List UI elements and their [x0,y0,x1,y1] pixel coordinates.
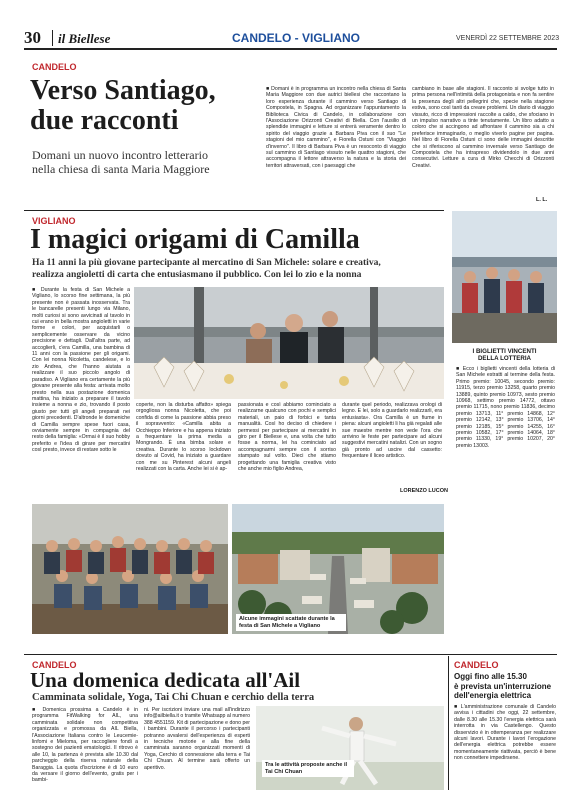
story2-kicker: VIGLIANO [32,216,76,226]
story2-body-col2: coperte, non la disturba affatto» spiega orgogliosa nonna Nicoletta, che poi confida di come la passione abbia preso il sopravvento: «Camilla abita a Occhieppo Inferiore e ha appena iniziato a frequentare la prima media a Mongrando. È una bimba solare e creativa. Durante lo scorso lockdown dovuto al Covid, ha iniziato a guardare con me su Pinterest alcuni angeli realizzati con la carta. Anche lei si è ap- [136,402,231,473]
story2-photo-caption: Alcune immagini scattate durante la festa di San Michele a Vigliano [236,614,346,631]
story3-title: Una domenica dedicata all'Ail [30,668,301,692]
story2-title: I magici origami di Camilla [30,224,360,255]
story4-kicker: CANDELO [454,660,499,670]
photo-tai-chi [256,706,444,790]
story2-body-col4: durante quel periodo, realizzava orologi di legno. E lei, solo a guardarlo realizzarli, era entusiasta». Ora Camilla è un fiume in piena: alcuni angioletti li ha già regalati alle sue maestre mentre non vede l'ora che arrivino le feste per partecipare ad alcuni suggestivi mercatini natalizi. Con un sogno già pronto ad uscire dal cassetto: frequentare il liceo artistico. [342,402,442,460]
page-number: 30 [24,28,41,47]
story2-body-col1: ■ Durante la festa di San Michele a Vigliano, lo scorso fine settimana, la più presente non è passata inosservata. Tra le bancarelle presenti lungo via Milano, molti curiosi si sono avvicinati al tavolo in cui erano in bella mostra angioletti in varie forme e colori, per acquistarli o semplicemente osservare da vicino precisione e dettagli. Dall'altra parte, ad accoglierli, c'era Camilla, una bambina di 11 anni con la passione per gli origami. Con lei nonna Nicoletta, candelese, e lo zio Andrea, che l'hanno aiutata a realizzare il suo piccolo angolo di paradiso. A Vigliano era certamente la più giovane presente alla festa: arrivata molto presto nella sua postazione domenica mattina, ha iniziato a preparare il tavolo insieme a nonna e zio, trovando il posto giusto per tutti gli angeli preparati nei giorni precedenti. D'altronde le domeniche di Camilla sempre spese fuori casa, ovviamente sempre in compagnia del resto della famiglia: «Ormai è il suo hobby preferito e l'idea di girare per mercatini così presto, invece di restare sotto le [32,287,130,454]
story1-body-col1: ■ Domani è in programma un incontro nella chiesa di Santa Maria Maggiore con due autrici biellesi che raccontano la loro esperienza durante il cammino verso Santiago di Compostela, in Spagna. Ad organizzare l'appuntamento la Biblioteca Civica di Candelo, in collaborazione con l'Associazione Orizzonti Creativi di Biella. Con l'ausilio di splendide immagini e letture si entrerà veramente dentro lo spirito del viaggio grazie a Barbara Piva con il suo "Le stagioni del mio cammino", e Fiorella Ostuni con "Viaggio d'inverno". Il libro di Barbara Piva è un resoconto di viaggio sul cammino di Santiago vissuto nelle quattro stagioni, che accompagna il lettore attraverso la natura e la storia dei territori attraversati, con i paesaggi che [266,86,406,169]
story1-subtitle-line2: nella chiesa di santa Maria Maggiore [32,162,210,176]
header-rule [24,48,557,50]
lottery-title-line1: I BIGLIETTI VINCENTI [472,348,537,355]
lottery-title [452,348,557,363]
story4-title-line1: Oggi fino alle 15.30 [454,672,527,681]
header-divider [52,30,53,46]
section-rule [24,654,557,655]
story1-title-line1: Verso Santiago, [30,75,216,106]
lottery-body: ■ Ecco i biglietti vincenti della lotteria di San Michele estratti al termine della festa. Primo premio: 10045, secondo premio: 11915, terzo premio 13258, quarto premio 13889, quinto premio 10973, sesto premio 10968, settimo premio 14772, ottavo premio 11715, nono premio 11836, decimo premio 13713, 11° premio 14868, 12° premio 12142, 13° premio 13706, 14° premio 12185, 15° premio 14255, 16° premio 10582, 17° premio 14064, 18° premio 11330, 19° premio 10207, 20° premio 13003. [456,366,555,449]
story3-subtitle: Camminata solidale, Yoga, Tai Chi Chuan e cerchio della terra [32,692,315,703]
story1-subtitle [32,148,264,176]
story2-byline: LORENZO LUCON [400,488,448,494]
story4-title [454,672,558,701]
story1-title [30,76,270,136]
story2-body-col3: passionata e così abbiamo cominciato a realizzarne qualcuno con pochi e semplici materiali, un paio di forbici e tanta manualità. Così ho deciso di chiedere i permessi per partecipare ai mercatini in giro per il Biellese e, una volta che tutto fosse a norma, lei ha cominciato ad accompagnarmi sempre con il sorriso stampato sul volto. Dieci che stiamo progettando una famiglia creativa visto che anche mio figlio Andrea, [238,402,336,473]
story3-body-col1: ■ Domenica prossima a Candelo è in programma FitWalking for AIL, una camminata solidale non competitiva organizzata e promossa da AIL Biella, l'Associazione Italiana contro le Leucemie-linfomi e Mieloma, per raccogliere fondi a sostegno dei pazienti ematologici. Il ritrovo è alle 10, la partenza è prevista alle 10.30 dal parcheggio della riserva naturale della Baraggia. La quota d'iscrizione è di 10 euro da versare il giorno dell'evento, gratis per i bambi- [32,707,138,784]
issue-date: VENERDÌ 22 SETTEMBRE 2023 [456,35,560,42]
story1-title-line2: due racconti [30,105,179,136]
story4-body: ■ L'amministrazione comunale di Candelo avvisa i cittadini che oggi, 22 settembre, dalle 8.30 alle 15.30 l'energia elettrica sarà interrotta in via Castellengo. Questo disservizio è in ottemperanza per realizzare alcuni lavori. Durante i lavori l'erogazione dell'energia elettrica potrebbe essere momentaneamente riattivata, perciò è bene non connettere impedirsene. [454,704,556,762]
story2-subtitle [32,257,452,281]
story4-divider [448,656,449,790]
lottery-title-line2: DELLA LOTTERIA [477,355,532,363]
photo-group [32,504,228,634]
story1-rule [24,210,444,211]
story2-subtitle-line2: realizza angioletti di carta che entusiasmano il pubblico. Con lei lo zio e la nonna [32,269,362,280]
story1-body-col2: cambiano in base alle stagioni. Il racconto si svolge tutto in prima persona nell'intimità della protagonista e non fa sentire la presenza degli altri pellegrini che, specie nella stagione estiva, sono così tanti da creare problemi. Un diario di viaggio vissuto, ricco di impressioni raccolte a caldo, che sfociano in un impulso narrativo a tinte tenutamente. Un libro adatto a coloro che si accingono ad affrontare il cammino sia a chi preferisce immaginarlo, o meglio viverlo pagine per pagina. Nel libro di Fiorella Ostuni ci sono delle immagini descritte che si riferiscono al cammino invernale verso Santiago de Compostela che ha intrapreso dividendolo in due anni consecutivi. Letture a cura di Mirko Checchi di Orizzonti Creativi. [412,86,554,169]
story3-kicker: CANDELO [32,660,77,670]
story3-body-col2: ni. Per iscrizioni inviare una mail all'indirizzo info@ailbiella.it o tramite Whatsapp al numero 388 4551159. Kit di partecipazione e dono per i bambini. Durante il percorso i partecipanti potranno avvalersi dell'esperienza di esperti in tecniche motorie e alla fine della camminata saranno organizzati momenti di Yoga, Cerchio di connessione alla terra e Tai Chi Chuan. Al termine sarà offerto un aperitivo. [144,707,250,771]
story1-subtitle-line1: Domani un nuovo incontro letterario [32,148,208,162]
photo-origami-stand [134,287,444,399]
story4-title-line2: è prevista un'interruzione [454,681,552,691]
story4-title-line3: dell'energia elettrica [454,691,532,700]
story2-subtitle-line1: Ha 11 anni la più giovane partecipante al mercatino di San Michele: solare e creativa, [32,257,381,268]
photo-lottery-winners [452,211,557,343]
paper-name: il Biellese [58,31,111,46]
story1-signature: L. L. [536,197,548,203]
story1-kicker: CANDELO [32,62,77,72]
section-title: CANDELO - VIGLIANO [232,31,360,45]
story3-photo-caption: Tra le attività proposte anche il Tai Chi Chuan [262,760,354,777]
